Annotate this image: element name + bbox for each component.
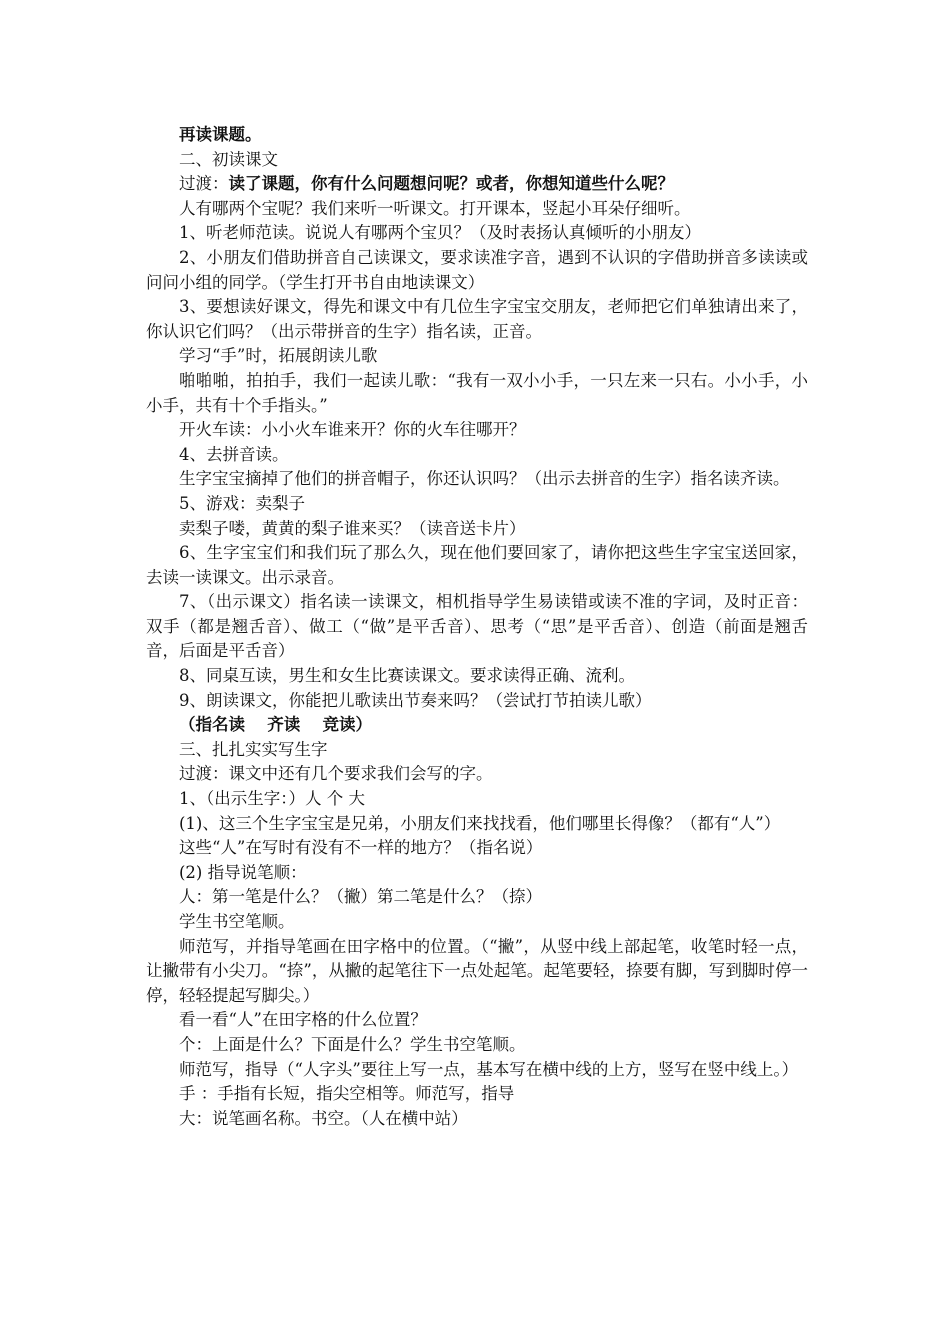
paragraph-learn-shou: 学习“手”时，拓展朗读儿歌 [179, 346, 378, 366]
paragraph-ge-guidance: 师范写，指导（“人字头”要往上写一点，基本写在横中线的上方，竖写在竖中线上。） [179, 1059, 799, 1079]
paragraph-remove-pinyin: 生字宝宝摘掉了他们的拼音帽子，你还认识吗？（出示去拼音的生字）指名读齐读。 [179, 469, 790, 489]
paragraph-train-reading: 开火车读：小小火车谁来开？你的火车往哪开？ [179, 420, 526, 440]
paragraph-da: 大：说笔画名称。书空。（人在横中站） [179, 1108, 468, 1128]
paragraph-step-3: 3、要想读好课文，得先和课文中有几位生字宝宝交朋友，老师把它们单独请出来了，你认识它们吗？（出示带拼音的生字）指名读，正音。 [146, 297, 808, 341]
section-heading-writing: 三、扎扎实实写生字 [179, 739, 328, 759]
paragraph-ge: 个：上面是什么？下面是什么？学生书空笔顺。 [179, 1034, 526, 1054]
paragraph-step-4: 4、去拼音读。 [179, 444, 289, 464]
paragraph-brothers: (1)、这三个生字宝宝是兄弟，小朋友们来找找看，他们哪里长得像？（都有“人”） [179, 813, 781, 833]
paragraph-transition-2: 过渡：课文中还有几个要求我们会写的字。 [179, 764, 493, 784]
paragraph-teacher-demo: 师范写，并指导笔画在田字格中的位置。（“撇”，从竖中线上部起笔，收笔时轻一点，让撇带有小尖刀。“捺”，从撇的起笔往下一点处起笔。起笔要轻，捺要有脚，写到脚时停一停，轻轻提起写脚尖。） [146, 936, 808, 1005]
paragraph-step-6: 6、生字宝宝们和我们玩了那么久，现在他们要回家了，请你把这些生字宝宝送回家，去读一读课文。出示录音。 [146, 543, 808, 587]
paragraph-show-characters: 1、（出示生字：）人 个 大 [179, 789, 365, 809]
document-body [146, 123, 808, 1131]
section-heading-first-reading: 二、初读课文 [179, 149, 278, 169]
paragraph-sell-pears: 卖梨子喽，黄黄的梨子谁来买？（读音送卡片） [179, 518, 526, 538]
paragraph-reread-title: 再读课题。 [179, 125, 262, 144]
paragraph-air-writing: 学生书空笔顺。 [179, 912, 295, 931]
paragraph-reading-modes: （指名读 齐读 竞读） [179, 715, 372, 735]
paragraph-clap-rhyme: 啪啪啪，拍拍手，我们一起读儿歌：“我有一双小小手，一只左来一只右。小小手，小小手，共有十个手指头。” [146, 370, 808, 415]
paragraph-listen-intro: 人有哪两个宝呢？我们来听一听课文。打开课本，竖起小耳朵仔细听。 [179, 198, 691, 218]
paragraph-stroke-order: (2) 指导说笔顺： [179, 862, 307, 882]
paragraph-ren-strokes: 人：第一笔是什么？（撇）第二笔是什么？（捺） [179, 887, 542, 907]
paragraph-transition-1 [146, 172, 808, 197]
paragraph-step-8: 8、同桌互读，男生和女生比赛读课文。要求读得正确、流利。 [179, 666, 635, 686]
paragraph-ren-position: 看一看“人”在田字格的什么位置？ [179, 1010, 427, 1030]
paragraph-step-2: 2、小朋友们借助拼音自己读课文，要求读准字音，遇到不认识的字借助拼音多读读或问问小组的同学。（学生打开书自由地读课文） [146, 247, 808, 292]
paragraph-step-9: 9、朗读课文，你能把儿歌读出节奏来吗？（尝试打节拍读儿歌） [179, 690, 652, 710]
paragraph-shou: 手 ：手指有长短，指尖空相等。师范写，指导 [179, 1084, 515, 1104]
transition-question: 读了课题，你有什么问题想问呢？或者，你想知道些什么呢？ [228, 174, 674, 194]
paragraph-step-1: 1、听老师范读。说说人有哪两个宝贝？（及时表扬认真倾听的小朋友） [179, 223, 701, 243]
paragraph-differences: 这些“人”在写时有没有不一样的地方？（指名说） [179, 838, 543, 858]
transition-prefix: 过渡： [179, 174, 229, 194]
paragraph-step-7: 7、（出示课文）指名读一读课文，相机指导学生易读错或读不准的字词，及时正音：双手（都是翘舌音）、做工（“做”是平舌音）、思考（“思”是平舌音）、创造（前面是翘舌音，后面是平舌音） [146, 592, 808, 661]
paragraph-step-5: 5、游戏：卖梨子 [179, 493, 305, 513]
